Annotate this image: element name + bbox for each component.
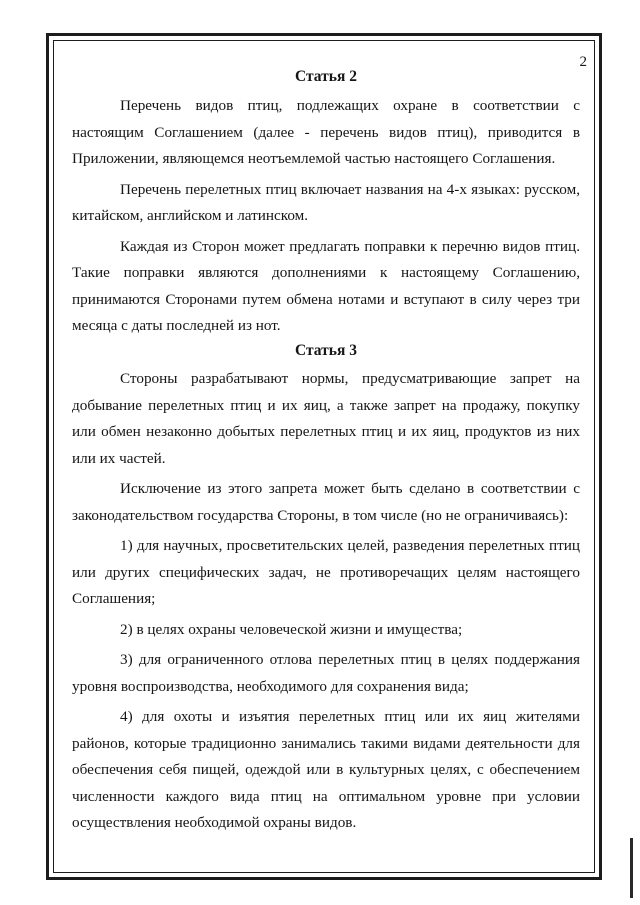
article-3-paragraph-2: Исключение из этого запрета может быть сделано в соответствии с законодательством государства Стороны, в том числе (но не ограничиваясь): xyxy=(72,480,580,524)
article-2-paragraph-3: Каждая из Сторон может предлагать поправки к перечню видов птиц. Такие поправки являются дополнениями к настоящему Соглашению, принимаются Сторонами путем обмена нотами и вступают в силу через три месяца с даты последней из нот. xyxy=(72,237,580,334)
article-3-heading: Статья 3 xyxy=(295,342,357,359)
article-3-item-4: 4) для охоты и изъятия перелетных птиц или их яиц жителями районов, которые традиционно занимались такими видами деятельности для обеспечения себя пищей, одеждой или в культурных целях, с обеспечением численности каждого вида птиц на оптимальном уровне при условии осуществления необходимой охраны видов. xyxy=(72,708,580,831)
article-3-item-3: 3) для ограниченного отлова перелетных птиц в целях поддержания уровня воспроизводства, необходимого для сохранения вида; xyxy=(72,651,580,695)
article-2-heading: Статья 2 xyxy=(295,68,357,85)
page-number: 2 xyxy=(579,54,587,70)
article-3-item-2: 2) в целях охраны человеческой жизни и имущества; xyxy=(120,620,463,638)
article-2-paragraph-1: Перечень видов птиц, подлежащих охране в соответствии с настоящим Соглашением (далее - перечень видов птиц), приводится в Приложении, являющемся неотъемлемой частью настоящего Соглашения. xyxy=(72,97,580,167)
article-2-body xyxy=(72,93,580,344)
scan-edge-mark xyxy=(630,838,633,898)
article-3-paragraph-1: Стороны разрабатывают нормы, предусматривающие запрет на добывание перелетных птиц и их яиц, а также запрет на продажу, покупку или обмен незаконно добытых перелетных птиц и их яиц, продуктов из них или их частей. xyxy=(72,370,580,467)
article-3-body xyxy=(72,366,580,841)
article-3-item-1: 1) для научных, просветительских целей, разведения перелетных птиц или других специфических задач, не противоречащих целям настоящего Соглашения; xyxy=(72,537,580,607)
article-2-paragraph-2: Перечень перелетных птиц включает названия на 4-х языках: русском, китайском, английском и латинском. xyxy=(72,180,580,224)
